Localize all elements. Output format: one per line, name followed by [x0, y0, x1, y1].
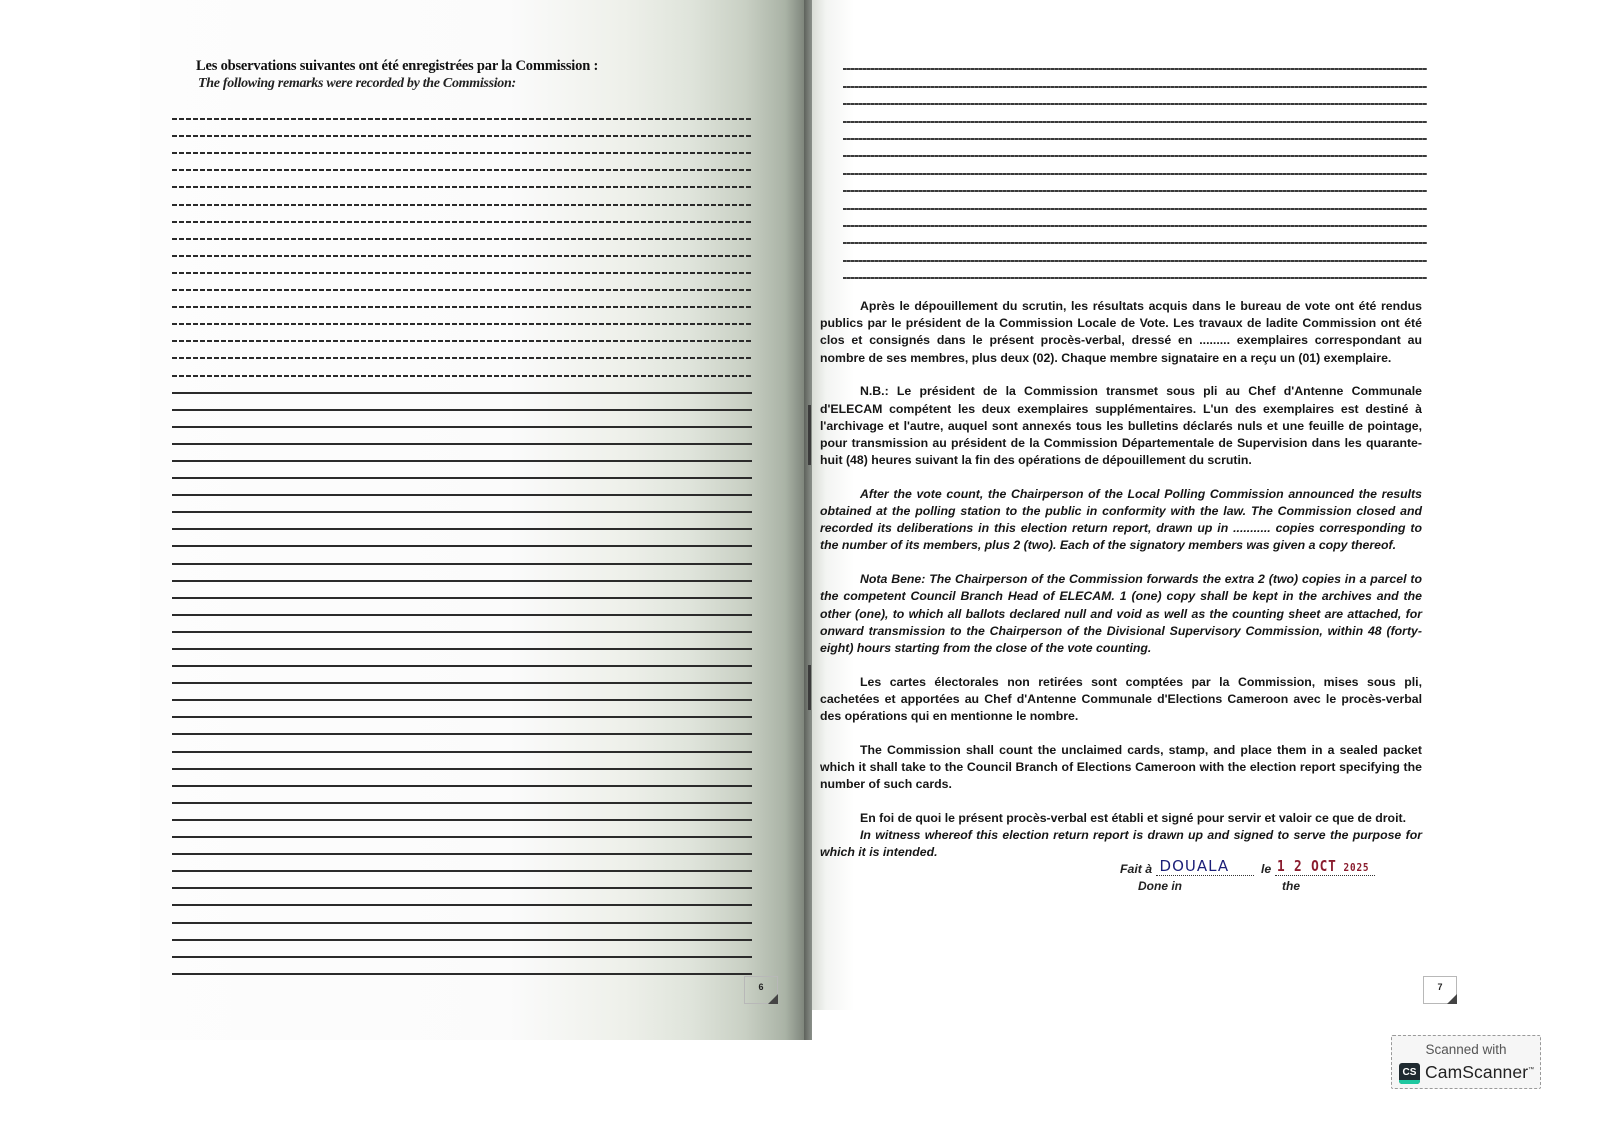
date-stamp-day-month: 1 2 OCT: [1276, 857, 1337, 875]
remarks-heading-fr: Les observations suivantes ont été enregistrées par la Commission :: [196, 58, 599, 74]
paragraph-text: Les cartes électorales non retirées sont comptées par la Commission, mises sous pli, cachetées et apportées au Chef d'Antenne Communale d'Elections Cameroon avec le procès-verbal des opérations qui en mentionne le nombre.: [820, 674, 1422, 724]
solid-writing-line: [172, 547, 752, 564]
brand-name: CamScanner: [1425, 1062, 1529, 1082]
solid-writing-line: [172, 462, 752, 479]
page-curl-icon: [1447, 994, 1457, 1004]
solid-writing-line: [172, 377, 752, 394]
dotted-writing-line: [843, 140, 1427, 157]
scanned-with-label: Scanned with: [1425, 1042, 1507, 1057]
paragraph-text: : The Chairperson of the Commission forwards the extra 2 (two) copies in a parcel to the competent Council Branch Head of ELECAM. 1 (one) copy shall be kept in the archives and the other (one), to which all ballots declared null and void as well as the counting sheet are attached, for onward transmission to the Chairperson of the Divisional Supervisory Commission, within 48 (forty-eight) hours starting from the close of the vote counting.: [820, 572, 1423, 655]
solid-writing-line: [172, 394, 752, 411]
dashed-writing-line: [172, 188, 752, 205]
place-field: [1156, 857, 1254, 876]
solid-writing-line: [172, 479, 752, 496]
paragraph-text: After the vote count, the Chairperson of the Local Polling Commission announced the results obtained at the polling station to the public in conformity with the law. The Commission closed and recorded its deliberations in this election return report, drawn up in ........... copies corresponding to the number of its members, plus 2 (two). Each of the signatory members was given a copy thereof.: [820, 486, 1422, 553]
solid-writing-line: [172, 411, 752, 428]
page-number-label: 7: [1437, 982, 1443, 992]
page-number-7: [1423, 976, 1457, 1004]
paragraph-lead: Nota Bene: [860, 572, 922, 587]
dashed-writing-line: [172, 325, 752, 342]
camscanner-watermark: [1391, 1035, 1541, 1089]
dotted-writing-line: [843, 88, 1427, 105]
dashed-writing-line: [172, 120, 752, 137]
dashed-writing-line: [172, 103, 752, 120]
staple-mark: [808, 405, 811, 465]
solid-writing-line: [172, 753, 752, 770]
paragraph-text: In witness whereof this election return report is drawn up and signed to serve the purpose for which it is intended.: [820, 828, 1422, 860]
page-number-6: [744, 976, 778, 1004]
report-paragraph: [820, 486, 1422, 555]
solid-writing-line: [172, 889, 752, 906]
solid-writing-line: [172, 684, 752, 701]
solid-writing-line: [172, 855, 752, 872]
dotted-writing-line: [843, 244, 1427, 261]
solid-writing-line: [172, 787, 752, 804]
the-label: the: [1282, 879, 1300, 893]
dashed-writing-line: [172, 223, 752, 240]
solid-writing-line: [172, 667, 752, 684]
camscanner-logo-icon: CS: [1399, 1063, 1420, 1084]
solid-writing-line: [172, 735, 752, 752]
solid-writing-line: [172, 906, 752, 923]
report-paragraph: [820, 383, 1422, 469]
page-curl-icon: [768, 994, 778, 1004]
solid-writing-line: [172, 941, 752, 958]
solid-writing-line: [172, 924, 752, 941]
dashed-writing-line: [172, 291, 752, 308]
report-paragraph: [820, 810, 1422, 827]
solid-writing-line: [172, 872, 752, 889]
report-body-text: [820, 298, 1422, 878]
trademark: ™: [1528, 1067, 1535, 1074]
dashed-writing-line: [172, 240, 752, 257]
dotted-writing-line: [843, 227, 1427, 244]
date-stamp: [1277, 857, 1369, 875]
staple-mark: [808, 665, 811, 710]
solid-writing-line: [172, 582, 752, 599]
page-left: [140, 0, 812, 1040]
solid-writing-line: [172, 616, 752, 633]
date-stamp-year: 2025: [1343, 861, 1370, 874]
remarks-heading-en: The following remarks were recorded by the Commission:: [198, 76, 516, 91]
dotted-writing-line: [843, 70, 1427, 87]
paragraph-text: Après le dépouillement du scrutin, les résultats acquis dans le bureau de vote ont été rendus publics par le président de la Commission Locale de Vote. Les travaux de ladite Commission ont été clos et consignés dans le présent procès-verbal, dressé en ......... exemplaires correspondant au nombre de ses membres, plus deux (02). Chaque membre signataire en a reçu un (01) exemplaire.: [820, 299, 1422, 365]
solid-writing-line: [172, 701, 752, 718]
dotted-writing-line: [843, 262, 1427, 279]
report-paragraph: [820, 298, 1422, 367]
date-field: [1275, 857, 1375, 876]
solid-writing-line: [172, 838, 752, 855]
dashed-writing-line: [172, 154, 752, 171]
dotted-writing-line: [843, 53, 1427, 70]
dotted-writing-line: [843, 105, 1427, 122]
dotted-writing-line: [843, 192, 1427, 209]
fait-a-label: Fait à: [1120, 862, 1153, 876]
solid-writing-line: [172, 958, 752, 975]
solid-writing-line: [172, 513, 752, 530]
done-in-label: Done in: [1138, 879, 1182, 893]
paragraph-text: Le président de la Commission transmet sous pli au Chef d'Antenne Communale d'ELECAM compétent les deux exemplaires supplémentaires. L'un des exemplaires est destiné à l'archivage et l'autre, auquel sont annexés tous les bulletins déclarés nuls et une feuille de pointage, pour transmission au président de la Commission Départementale de Supervision dans les quarante-huit (48) heures suivant la fin des opérations de dépouillement du scrutin.: [820, 384, 1422, 468]
solid-writing-line: [172, 804, 752, 821]
solid-writing-line: [172, 633, 752, 650]
paragraph-text: En foi de quoi le présent procès-verbal est établi et signé pour servir et valoir ce que de droit.: [860, 810, 1406, 825]
dashed-writing-line: [172, 274, 752, 291]
dashed-writing-line: [172, 359, 752, 376]
solid-writing-line: [172, 530, 752, 547]
solid-writing-line: [172, 599, 752, 616]
solid-writing-line: [172, 565, 752, 582]
place-handwritten: DOUALA: [1159, 857, 1230, 875]
camscanner-brand: [1425, 1062, 1534, 1083]
remarks-lines: [172, 103, 752, 975]
solid-writing-line: [172, 428, 752, 445]
dotted-writing-line: [843, 175, 1427, 192]
solid-writing-line: [172, 445, 752, 462]
dotted-writing-line: [843, 157, 1427, 174]
paragraph-text: The Commission shall count the unclaimed cards, stamp, and place them in a sealed packet which it shall take to the Council Branch of Elections Cameroon with the election report specifying the number of such cards.: [820, 742, 1422, 792]
solid-writing-line: [172, 650, 752, 667]
signature-block: [1120, 857, 1420, 897]
dashed-writing-line: [172, 342, 752, 359]
report-paragraph: [820, 571, 1422, 657]
report-paragraph: [820, 674, 1422, 726]
dashed-writing-line: [172, 171, 752, 188]
signature-row: [1120, 857, 1375, 876]
solid-writing-line: [172, 718, 752, 735]
dashed-writing-line: [172, 206, 752, 223]
dashed-writing-line: [172, 257, 752, 274]
le-label: le: [1260, 862, 1272, 876]
solid-writing-line: [172, 821, 752, 838]
dotted-writing-line: [843, 210, 1427, 227]
page-number-label: 6: [758, 982, 764, 992]
paragraph-lead: N.B.:: [860, 384, 889, 399]
report-paragraph: [820, 742, 1422, 794]
dashed-writing-line: [172, 308, 752, 325]
solid-writing-line: [172, 770, 752, 787]
solid-writing-line: [172, 496, 752, 513]
dotted-writing-line: [843, 123, 1427, 140]
dashed-writing-line: [172, 137, 752, 154]
remarks-continued-lines: [843, 53, 1427, 279]
